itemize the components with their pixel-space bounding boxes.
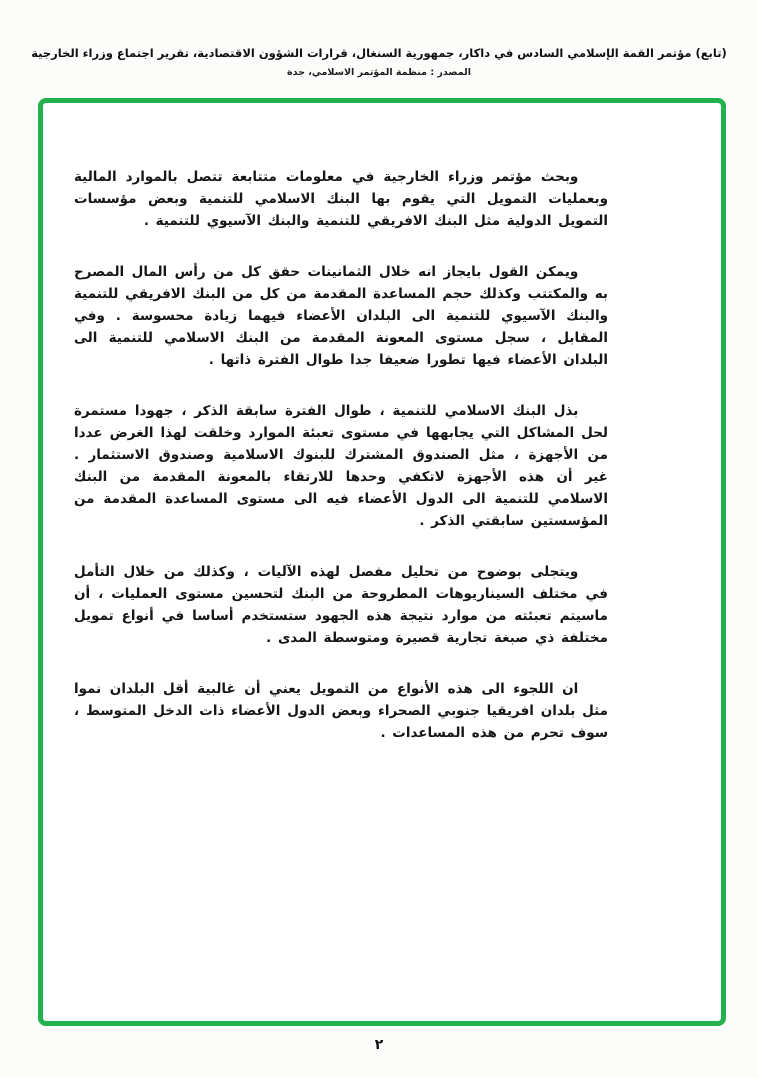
- document-header: [0, 46, 758, 78]
- paragraph: بذل البنك الاسلامي للتنمية ، طوال الفترة سابقة الذكر ، جهودا مستمرة لحل المشاكل التي يجابهها في مستوى تعبئة الموارد وخلقت لهذا الغرض عددا من الأجهزة ، مثل الصندوق المشترك للبنوك الاسلامية وصندوق الاستثمار . غير أن هذه الأجهزة لاتكفي وحدها للارتقاء بالمعونة المقدمة من البنك الاسلامي للتنمية الى الدول الأعضاء فيه الى مستوى المساعدة المقدمة من المؤسستين سابقتي الذكر .: [74, 403, 608, 529]
- document-body: [74, 166, 608, 773]
- paragraph: وبحث مؤتمر وزراء الخارجية في معلومات متتابعة تتصل بالموارد المالية وبعمليات التمويل التي يقوم بها البنك الاسلامي للتنمية وبعض مؤسسات التمويل الدولية مثل البنك الافريقي للتنمية والبنك الآسيوي للتنمية .: [74, 169, 608, 229]
- page-number: ٢: [374, 1037, 384, 1053]
- header-source: المصدر : منظمة المؤتمر الاسلامي، جدة: [287, 67, 471, 78]
- paragraph: ان اللجوء الى هذه الأنواع من التمويل يعني أن غالبية أقل البلدان نموا مثل بلدان افريقيا جنوبي الصحراء وبعض الدول الأعضاء ذات الدخل المتوسط ، سوف تحرم من هذه المساعدات .: [74, 681, 608, 741]
- paragraph: ويمكن القول بايجاز انه خلال الثمانينات حقق كل من رأس المال المصرح به والمكتتب وكذلك حجم المساعدة المقدمة من كل من البنك الافريقي للتنمية والبنك الآسيوي للتنمية الى البلدان الأعضاء فيهما زيادة محسوسة . وفي المقابل ، سجل مستوى المعونة المقدمة من البنك الاسلامي للتنمية الى البلدان الأعضاء فيها تطورا ضعيفا جدا طوال الفترة ذاتها .: [74, 264, 608, 368]
- paragraph: ويتجلى بوضوح من تحليل مفصل لهذه الآليات ، وكذلك من خلال التأمل في مختلف السيناريوهات المطروحة من البنك لتحسين مستوى العمليات ، أن ماسيتم تعبئته من موارد نتيجة هذه الجهود ستستخدم أساسا في أنواع تمويل مختلفة ذي صبغة تجارية قصيرة ومتوسطة المدى .: [74, 564, 608, 646]
- header-title: (تابع) مؤتمر القمة الإسلامي السادس في داكار، جمهورية السنغال، قرارات الشؤون الاقتصادية، تقرير اجتماع وزراء الخارجية: [31, 46, 727, 60]
